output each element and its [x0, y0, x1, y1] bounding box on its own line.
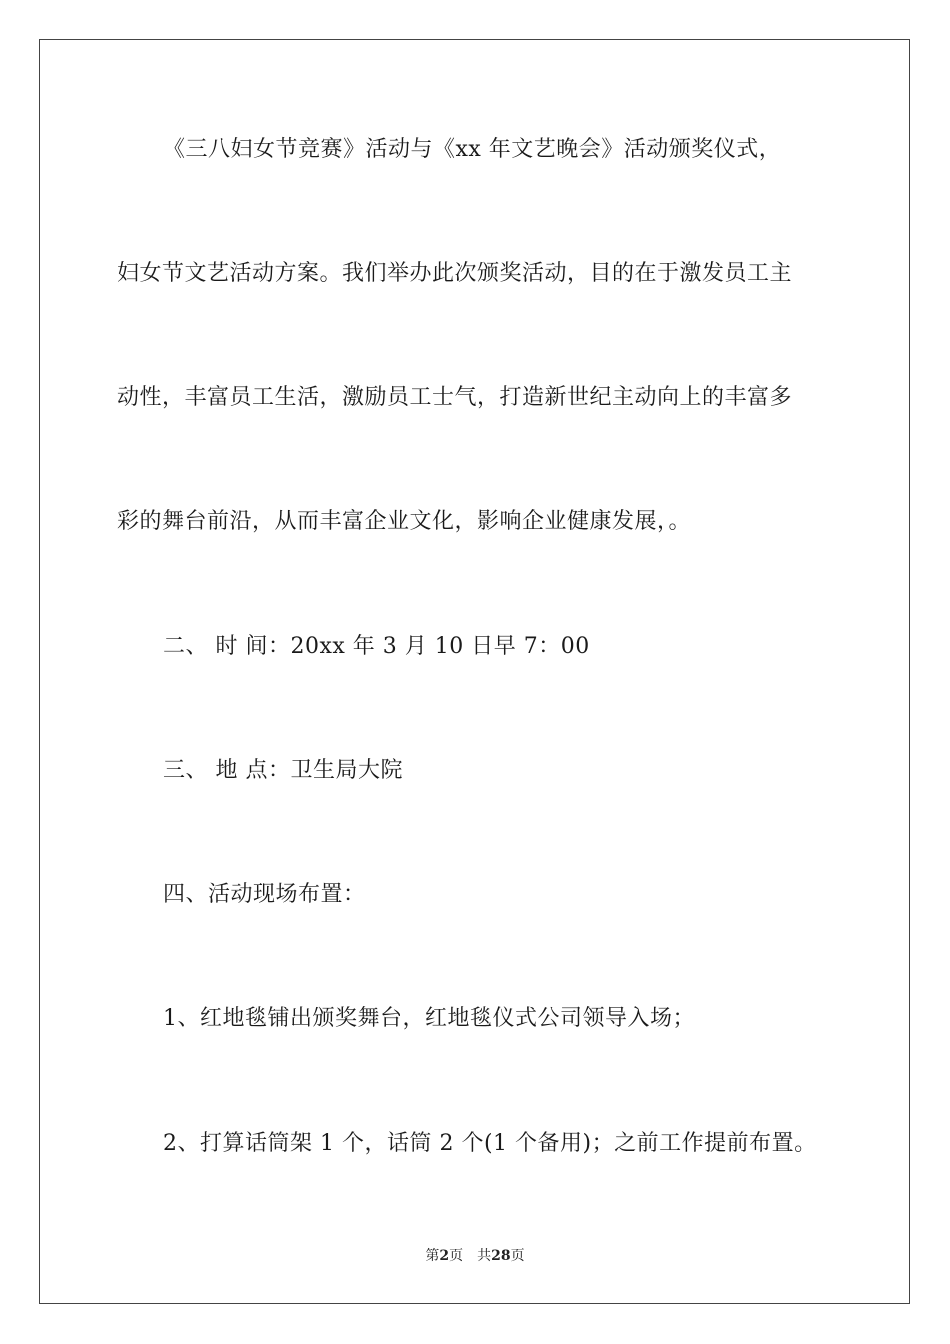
footer-total-suffix: 页 — [510, 1248, 525, 1264]
footer-total-prefix: 共 — [477, 1248, 492, 1264]
footer-page-suffix: 页 — [449, 1248, 464, 1264]
section-location: 三、 地 点：卫生局大院 — [163, 758, 403, 783]
paragraph-line-3: 动性，丰富员工生活，激励员工士气，打造新世纪主动向上的丰富多 — [117, 385, 793, 410]
paragraph-line-4: 彩的舞台前沿，从而丰富企业文化，影响企业健康发展，。 — [117, 509, 692, 534]
paragraph-line-1: 《三八妇女节竞赛》活动与《xx 年文艺晚会》活动颁奖仪式， — [163, 137, 782, 162]
page-footer — [0, 1246, 950, 1266]
section-venue-setup-heading: 四、活动现场布置： — [163, 882, 366, 907]
section-time: 二、 时 间：20xx 年 3 月 10 日早 7：00 — [163, 634, 590, 659]
total-pages-number: 28 — [491, 1248, 511, 1264]
current-page-number: 2 — [439, 1248, 450, 1264]
footer-prefix: 第 — [425, 1248, 440, 1264]
paragraph-line-2: 妇女节文艺活动方案。我们举办此次颁奖活动，目的在于激发员工主 — [117, 261, 793, 286]
page-border — [39, 39, 910, 1304]
setup-item-2: 2、打算话筒架 1 个，话筒 2 个(1 个备用)；之前工作提前布置。 — [163, 1131, 817, 1156]
setup-item-1: 1、红地毯铺出颁奖舞台，红地毯仪式公司领导入场； — [163, 1006, 695, 1031]
